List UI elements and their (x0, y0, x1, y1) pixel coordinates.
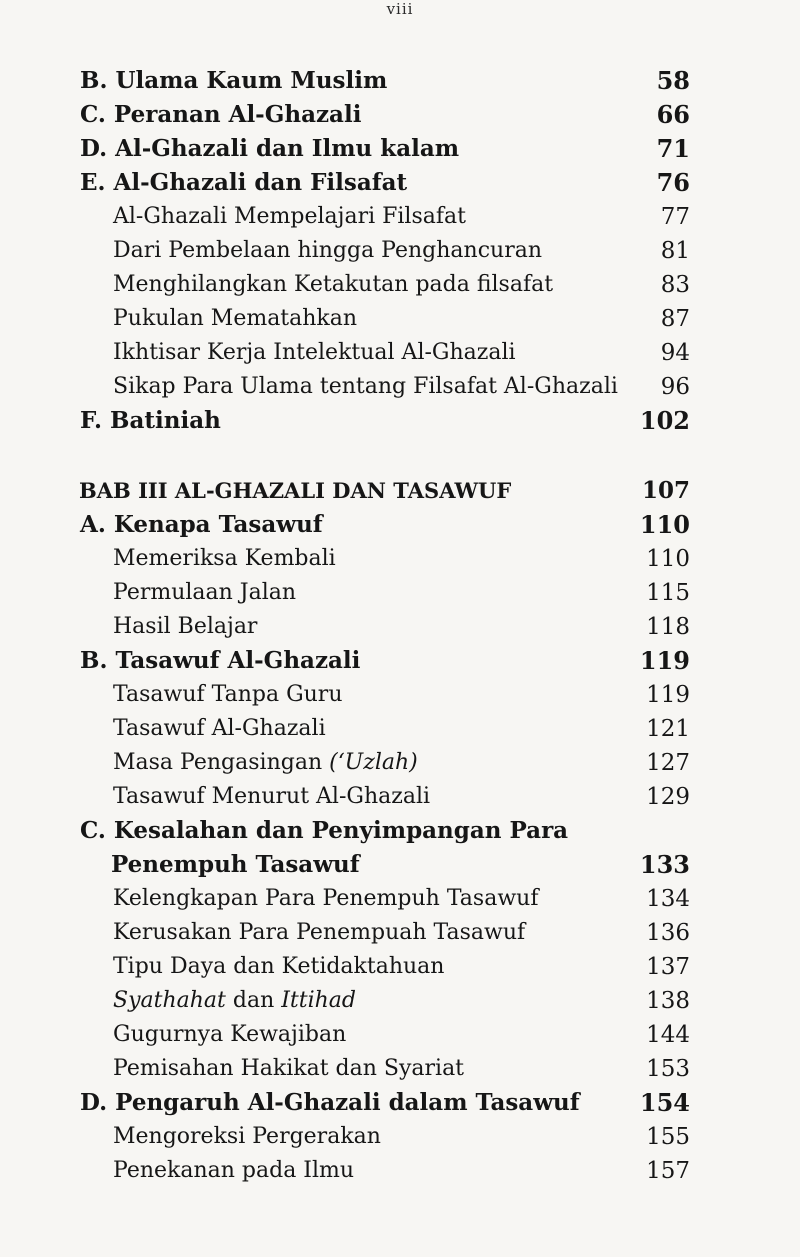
toc-entry-label-text: D. Al-Ghazali dan Ilmu kalam (80, 135, 460, 162)
toc-entry-label-text: C. Kesalahan dan Penyimpangan Para (80, 817, 569, 844)
toc-entry-label (80, 64, 387, 98)
toc-entry-wrap[interactable] (0, 848, 800, 882)
toc-entry-label (113, 712, 326, 746)
toc-entry-label-text: F. Batiniah (80, 407, 221, 434)
toc-entry-label (80, 132, 459, 166)
toc-entry-sub[interactable] (0, 1154, 800, 1188)
toc-entry-label (80, 404, 221, 438)
toc-entry-page-number: 133 (639, 850, 690, 879)
toc-entry-label-text: Penempuh Tasawuf (111, 851, 360, 878)
toc-entry-label (113, 950, 444, 984)
toc-entry-page-number: 102 (639, 406, 690, 435)
toc-entry-label-text: A. Kenapa Tasawuf (80, 511, 323, 538)
toc-entry-label-text: Mengoreksi Pergerakan (113, 1124, 381, 1149)
toc-entry-label-text: Permulaan Jalan (113, 580, 297, 605)
toc-entry-page-number: 144 (646, 1022, 690, 1048)
toc-entry-section[interactable] (0, 98, 800, 132)
toc-entry-page-number: 136 (646, 920, 690, 946)
toc-entry-page-number: 138 (646, 988, 690, 1014)
toc-entry-sub[interactable] (0, 200, 800, 234)
toc-entry-label (113, 610, 257, 644)
toc-entry-label-text: Tasawuf Menurut Al-Ghazali (113, 784, 431, 809)
toc-entry-label-text: Sikap Para Ulama tentang Filsafat Al-Ghazali (113, 374, 618, 399)
toc-entry-label-text: B. Tasawuf Al-Ghazali (80, 647, 361, 674)
toc-entry-section[interactable] (0, 64, 800, 98)
toc-entry-label (113, 916, 525, 950)
toc-entry-label (113, 370, 618, 404)
toc-entry-page-number: 118 (646, 614, 690, 640)
toc-entry-page-number: 81 (660, 238, 690, 264)
toc-entry-page-number: 119 (646, 682, 690, 708)
toc-entry-sub[interactable] (0, 1120, 800, 1154)
toc-entry-page-number: 87 (660, 306, 690, 332)
toc-entry-sub[interactable] (0, 576, 800, 610)
toc-entry-page-number: 83 (660, 272, 690, 298)
toc-entry-label (111, 848, 360, 882)
toc-entry-label (113, 200, 466, 234)
toc-entry-page-number: 157 (646, 1158, 690, 1184)
toc-entry-label-text: Pemisahan Hakikat dan Syariat (113, 1056, 465, 1081)
toc-entry-label-text: D. Pengaruh Al-Ghazali dalam Tasawuf (80, 1089, 580, 1116)
toc-entry-section[interactable] (0, 166, 800, 200)
toc-entry-label-text: Kelengkapan Para Penempuh Tasawuf (113, 886, 539, 911)
toc-entry-label-text: Pukulan Mematahkan (113, 306, 358, 331)
toc-entry-sub[interactable] (0, 268, 800, 302)
toc-entry-label (113, 542, 336, 576)
toc-entry-sub[interactable] (0, 780, 800, 814)
toc-entry-section[interactable] (0, 1086, 800, 1120)
toc-entry-label (113, 780, 430, 814)
toc-entry-page-number: 121 (646, 716, 690, 742)
toc-entry-sub[interactable] (0, 1052, 800, 1086)
toc-entry-label-text: Memeriksa Kembali (113, 546, 336, 571)
toc-entry-sub[interactable] (0, 370, 800, 404)
toc-entry-label (113, 234, 542, 268)
toc-entry-page-number: 115 (646, 580, 690, 606)
toc-entry-label (113, 302, 357, 336)
toc-entry-page-number: 107 (641, 477, 690, 504)
toc-entry-page-number: 58 (656, 66, 690, 95)
chapter-gap (0, 438, 800, 474)
toc-entry-sub[interactable] (0, 610, 800, 644)
toc-entry-label-text: Ikhtisar Kerja Intelektual Al-Ghazali (113, 340, 516, 365)
toc-entry-label (113, 1018, 346, 1052)
toc-entry-label-text: Dari Pembelaan hingga Penghancuran (113, 238, 543, 263)
toc-entry-section[interactable] (0, 132, 800, 166)
toc-entry-section[interactable] (0, 508, 800, 542)
toc-entry-label (113, 268, 553, 302)
toc-entry-label-text: Menghilangkan Ketakutan pada filsafat (113, 272, 554, 297)
toc-entry-label (80, 644, 360, 678)
toc-entry-label (113, 678, 343, 712)
toc-entry-page-number: 155 (646, 1124, 690, 1150)
toc-entry-page-number: 71 (656, 134, 690, 163)
toc-entry-label (80, 508, 323, 542)
toc-entry-label (80, 1086, 580, 1120)
toc-entry-label-text: Al-Ghazali Mempelajari Filsafat (113, 204, 466, 229)
toc-entry-label (113, 984, 356, 1018)
toc-entry-label-text: B. Ulama Kaum Muslim (80, 67, 388, 94)
toc-entry-sub[interactable] (0, 678, 800, 712)
toc-entry-page-number: 66 (656, 100, 690, 129)
toc-entry-section[interactable] (0, 404, 800, 438)
toc-entry-label (113, 746, 418, 780)
toc-entry-label (80, 166, 407, 200)
toc-entry-label-text: Masa Pengasingan (113, 750, 330, 775)
toc-entry-page-number: 96 (660, 374, 690, 400)
toc-entry-label-text: Hasil Belajar (113, 614, 258, 639)
toc-entry-label (113, 1052, 464, 1086)
toc-entry-section[interactable] (0, 644, 800, 678)
toc-entry-sub[interactable] (0, 542, 800, 576)
toc-entry-label-text: Gugurnya Kewajiban (113, 1022, 347, 1047)
page-number: viii (386, 0, 414, 18)
toc-entry-chapter[interactable] (0, 474, 800, 508)
toc-entry-label-text: Tasawuf Tanpa Guru (113, 682, 343, 707)
toc-entry-page-number: 76 (656, 168, 690, 197)
toc-entry-sub[interactable] (0, 1018, 800, 1052)
toc-entry-label-italic: Syathahat (113, 988, 226, 1013)
toc-entry-label-text: dan (225, 988, 282, 1013)
toc-entry-label (113, 882, 538, 916)
toc-entry-sub[interactable] (0, 746, 800, 780)
toc-entry-label-text: Penekanan pada Ilmu (113, 1158, 355, 1183)
toc-entry-page-number: 110 (639, 510, 690, 539)
toc-entry-page-number: 134 (646, 886, 690, 912)
toc-entry-label (113, 336, 516, 370)
toc-entry-sub[interactable] (0, 712, 800, 746)
toc-entry-page-number: 153 (646, 1056, 690, 1082)
toc-entry-page-number: 77 (660, 204, 690, 230)
toc-entry-page-number: 119 (639, 646, 690, 675)
toc-entry-sub[interactable] (0, 302, 800, 336)
toc-entry-label-italic: Ittihad (281, 988, 357, 1013)
toc-entry-label-text: Tasawuf Al-Ghazali (113, 716, 326, 741)
toc-entry-sub[interactable] (0, 234, 800, 268)
toc-entry-label-text: BAB III AL-GHAZALI DAN TASAWUF (79, 478, 512, 503)
toc-entry-label (113, 1154, 354, 1188)
toc-entry-sub[interactable] (0, 916, 800, 950)
toc-entry-page-number: 127 (646, 750, 690, 776)
toc-entry-label (113, 1120, 381, 1154)
toc-entry-label (80, 98, 361, 132)
toc-entry-sub[interactable] (0, 984, 800, 1018)
toc-entry-label-text: C. Peranan Al-Ghazali (80, 101, 362, 128)
toc-entry-label-italic: (‘Uzlah) (329, 750, 418, 775)
toc-entry-sub[interactable] (0, 882, 800, 916)
toc-entry-sub[interactable] (0, 336, 800, 370)
toc-entry-label-text: Tipu Daya dan Ketidaktahuan (113, 954, 445, 979)
toc-entry-label (80, 814, 568, 848)
toc-entry-page-number: 154 (639, 1088, 690, 1117)
toc-entry-page-number: 110 (646, 546, 690, 572)
toc-entry-page-number: 94 (660, 340, 690, 366)
toc-entry-label (79, 474, 511, 508)
table-of-contents (0, 64, 800, 1188)
toc-entry-section[interactable] (0, 814, 800, 848)
toc-entry-label-text: E. Al-Ghazali dan Filsafat (80, 169, 408, 196)
toc-entry-label (113, 576, 296, 610)
toc-entry-page-number: 137 (646, 954, 690, 980)
toc-entry-page-number: 129 (646, 784, 690, 810)
toc-entry-sub[interactable] (0, 950, 800, 984)
toc-entry-label-text: Kerusakan Para Penempuah Tasawuf (113, 920, 526, 945)
